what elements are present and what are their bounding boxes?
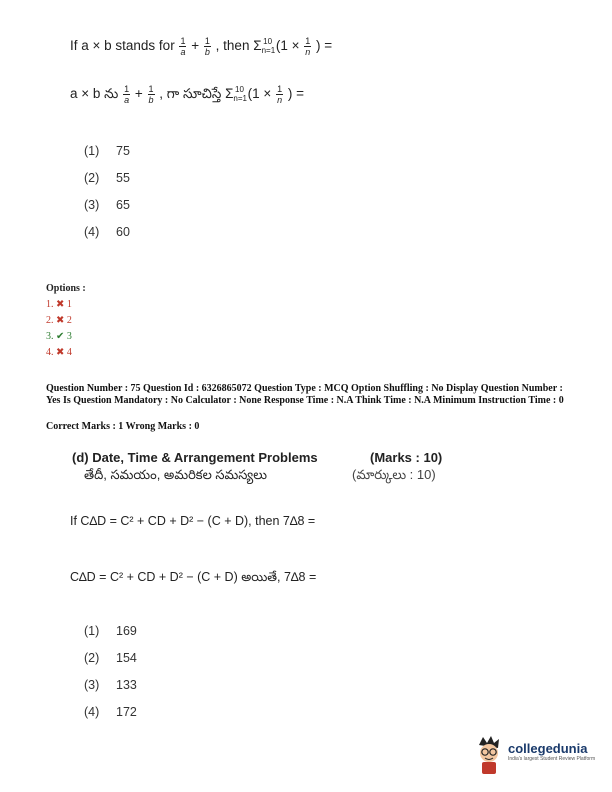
q2-option-2: (2) 154: [84, 651, 137, 665]
answer-option-3: 3. ✔ 3: [46, 331, 72, 342]
fraction-1-over-n: $\frac{1}{n}$: [305, 36, 311, 57]
sigma-symbol: Σ: [253, 38, 262, 54]
logo-name: collegedunia: [508, 741, 588, 756]
section-title: (d) Date, Time & Arrangement Problems: [72, 450, 318, 465]
options-label: Options :: [46, 283, 86, 294]
section-title-telugu: తేదీ, సమయం, అమరికల సమస్యలు: [84, 467, 267, 482]
wrong-icon: ✖: [56, 347, 65, 358]
marks-meta: Correct Marks : 1 Wrong Marks : 0: [46, 421, 200, 432]
question-meta: Question Number : 75 Question Id : 6326865072 Question Type : MCQ Option Shuffling : No Display Question Number : Yes Is Question Mandatory : No Calculator : None Response Time : N.A Think Time : N.A Minimum Instruction Time : 0: [46, 383, 564, 406]
answer-option-2: 2. ✖ 2: [46, 315, 72, 326]
check-icon: ✔: [56, 331, 65, 342]
q2-option-3: (3) 133: [84, 678, 137, 692]
question-2-telugu: C∆D = C² + CD + D² − (C + D) అయితే, 7∆8 =: [70, 570, 317, 584]
q1-option-1: (1) 75: [84, 144, 130, 158]
fraction-1-over-a: $\frac{1}{a}$: [180, 36, 186, 57]
question-1-english: If a × b stands for $\frac{1}{a}$ + $\frac{1}{b}$ , then $\Sigma_{n=1}^{10}$ (1 × $\frac{1}{n}$ ) =: [70, 36, 333, 57]
wrong-icon: ✖: [56, 299, 65, 310]
q1-option-4: (4) 60: [84, 225, 130, 239]
q1-option-2: (2) 55: [84, 171, 130, 185]
section-marks: (Marks : 10): [370, 450, 443, 465]
logo-tagline: India's largest Student Review Platform: [508, 756, 596, 762]
q1-option-3: (3) 65: [84, 198, 130, 212]
q2-option-4: (4) 172: [84, 705, 137, 719]
mascot-icon: [474, 735, 504, 775]
section-marks-telugu: (మార్కులు : 10): [352, 467, 436, 482]
fraction-1-over-b: $\frac{1}{b}$: [204, 36, 210, 57]
question-1-telugu: a × b ను $\frac{1}{a}$ + $\frac{1}{b}$ , గా సూచిస్తే $\Sigma_{n=1}^{10}$ (1 × $\frac{1}{n}$ ) =: [70, 84, 304, 105]
question-2-english: If C∆D = C² + CD + D² − (C + D), then 7∆8 =: [70, 514, 316, 528]
wrong-icon: ✖: [56, 315, 65, 326]
q1-lead-text: If a × b stands for: [70, 38, 175, 54]
answer-option-4: 4. ✖ 4: [46, 347, 72, 358]
q2-option-1: (1) 169: [84, 624, 137, 638]
answer-option-1: 1. ✖ 1: [46, 299, 72, 310]
